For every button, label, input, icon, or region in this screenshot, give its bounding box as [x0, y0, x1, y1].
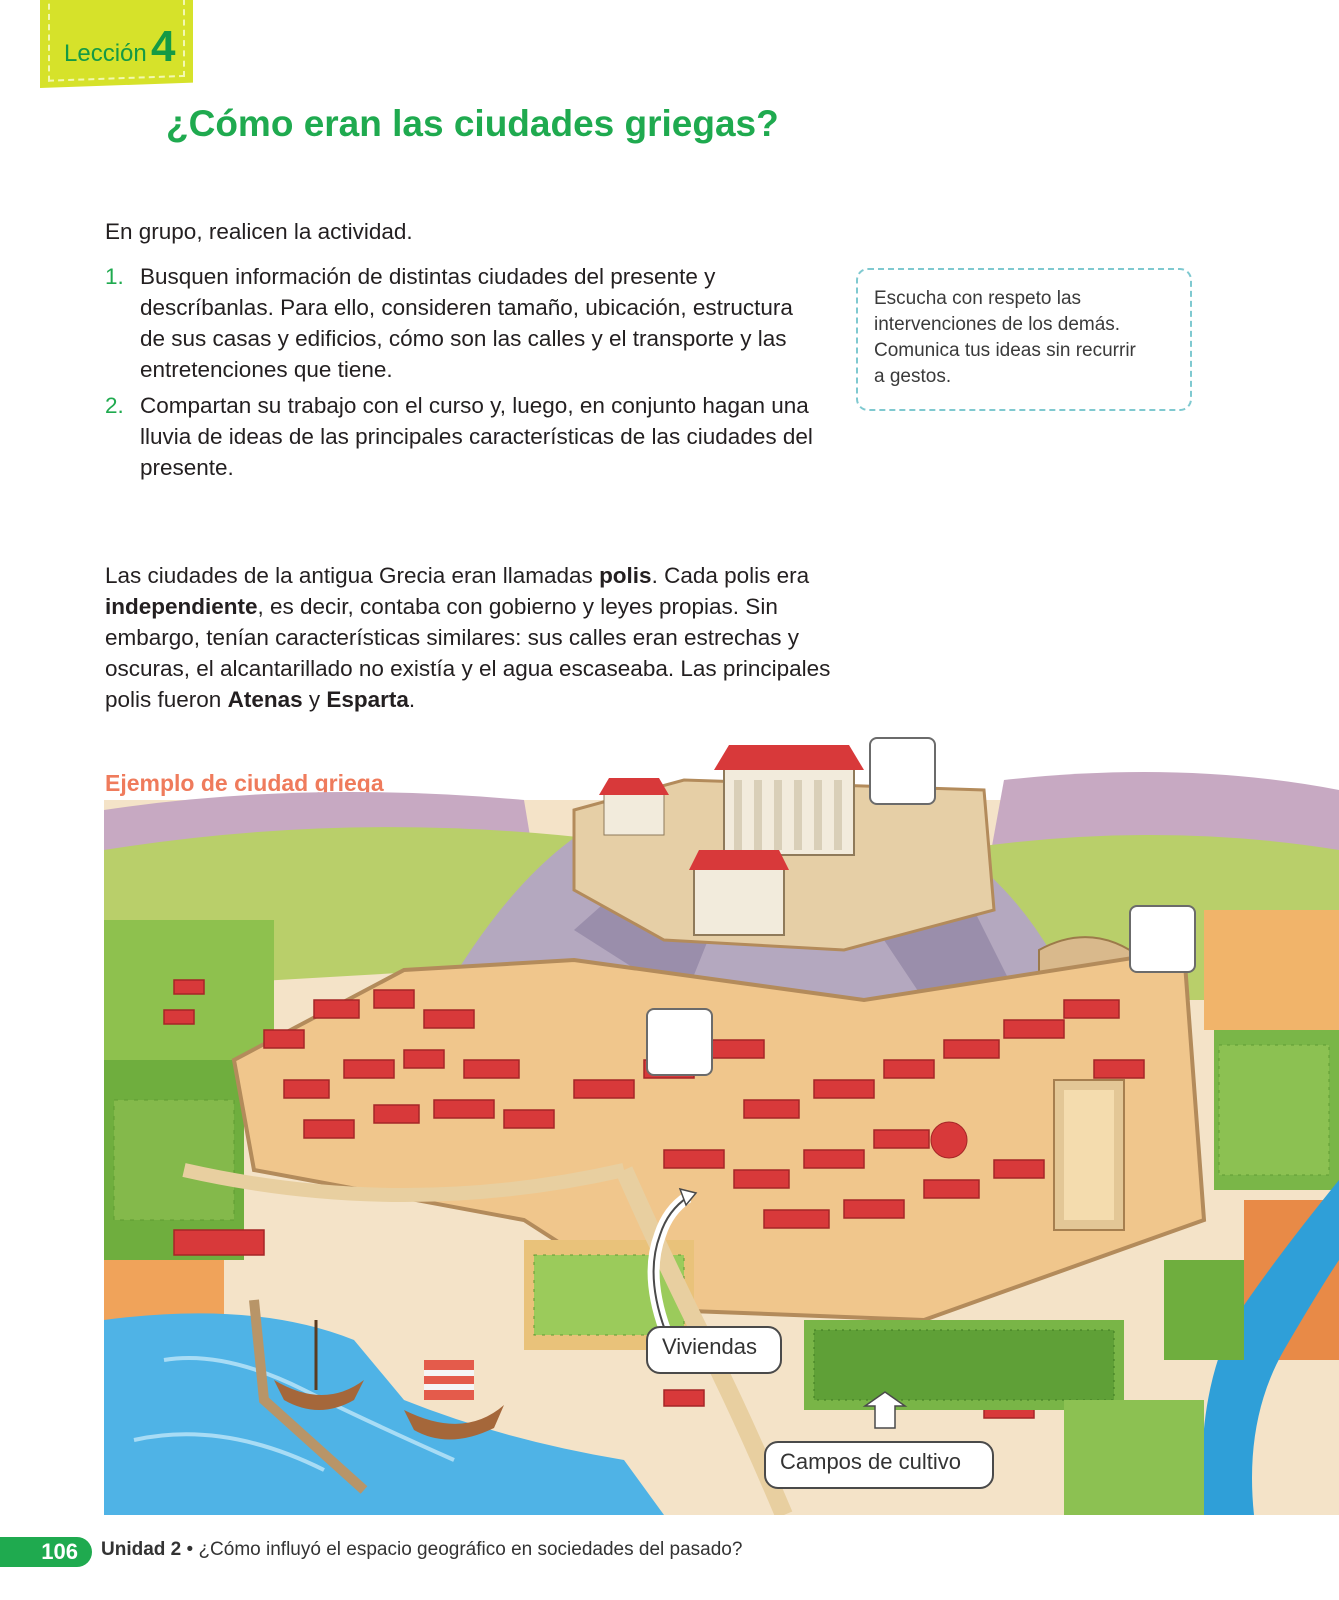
tip-line: a gestos.: [874, 366, 952, 387]
footer-text: Unidad 2 • ¿Cómo influyó el espacio geográfico en sociedades del pasado?: [101, 1539, 743, 1560]
term-esparta: Esparta: [326, 687, 409, 712]
item-number: 1.: [105, 264, 124, 289]
campos-label: Campos de cultivo: [764, 1441, 994, 1489]
term-atenas: Atenas: [227, 687, 303, 712]
term-independiente: independiente: [105, 594, 258, 619]
item-text: Busquen información de distintas ciudades del presente y descríbanlas. Para ello, consideren tamaño, ubicación, estructura de sus casas y edificios, cómo son las calles y el transporte y las entretenciones que tiene.: [140, 264, 793, 382]
campos-arrow-icon: [855, 1390, 915, 1430]
activity-instruction: En grupo, realicen la actividad.: [105, 219, 413, 244]
example-title: Ejemplo de ciudad griega: [105, 770, 384, 796]
lesson-number: 4: [151, 22, 176, 71]
activity-list: [105, 261, 815, 488]
tip-line: Escucha con respeto las: [874, 288, 1082, 309]
viviendas-arrow-icon: [640, 1185, 700, 1335]
page-number: 106: [0, 1537, 92, 1567]
list-item: [105, 390, 815, 483]
label-blank-box[interactable]: [646, 1008, 713, 1076]
tip-line: Comunica tus ideas sin recurrir: [874, 340, 1136, 361]
viviendas-label: Viviendas: [646, 1326, 782, 1374]
tip-box: [856, 268, 1192, 411]
tip-line: intervenciones de los demás.: [874, 314, 1121, 335]
item-text: Compartan su trabajo con el curso y, luego, en conjunto hagan una lluvia de ideas de las principales características de las ciudades del presente.: [140, 393, 813, 480]
term-polis: polis: [599, 563, 652, 588]
polis-paragraph: Las ciudades de la antigua Grecia eran llamadas polis. Cada polis era independiente, es decir, contaba con gobierno y leyes propias. Sin embargo, tenían características similares: sus calles eran estrechas y oscuras, el alcantarillado no existía y el agua escaseaba. Las principales polis fueron Atenas y Esparta.: [105, 563, 831, 712]
lesson-label: Lección: [64, 40, 147, 67]
list-item: [105, 261, 815, 385]
greek-city-illustration: [104, 700, 1339, 1515]
label-blank-box[interactable]: [869, 737, 936, 805]
label-blank-box[interactable]: [1129, 905, 1196, 973]
page-title: ¿Cómo eran las ciudades griegas?: [166, 103, 779, 144]
item-number: 2.: [105, 393, 124, 418]
unit-label: Unidad 2: [101, 1539, 182, 1560]
unit-question: ¿Cómo influyó el espacio geográfico en sociedades del pasado?: [198, 1539, 743, 1560]
